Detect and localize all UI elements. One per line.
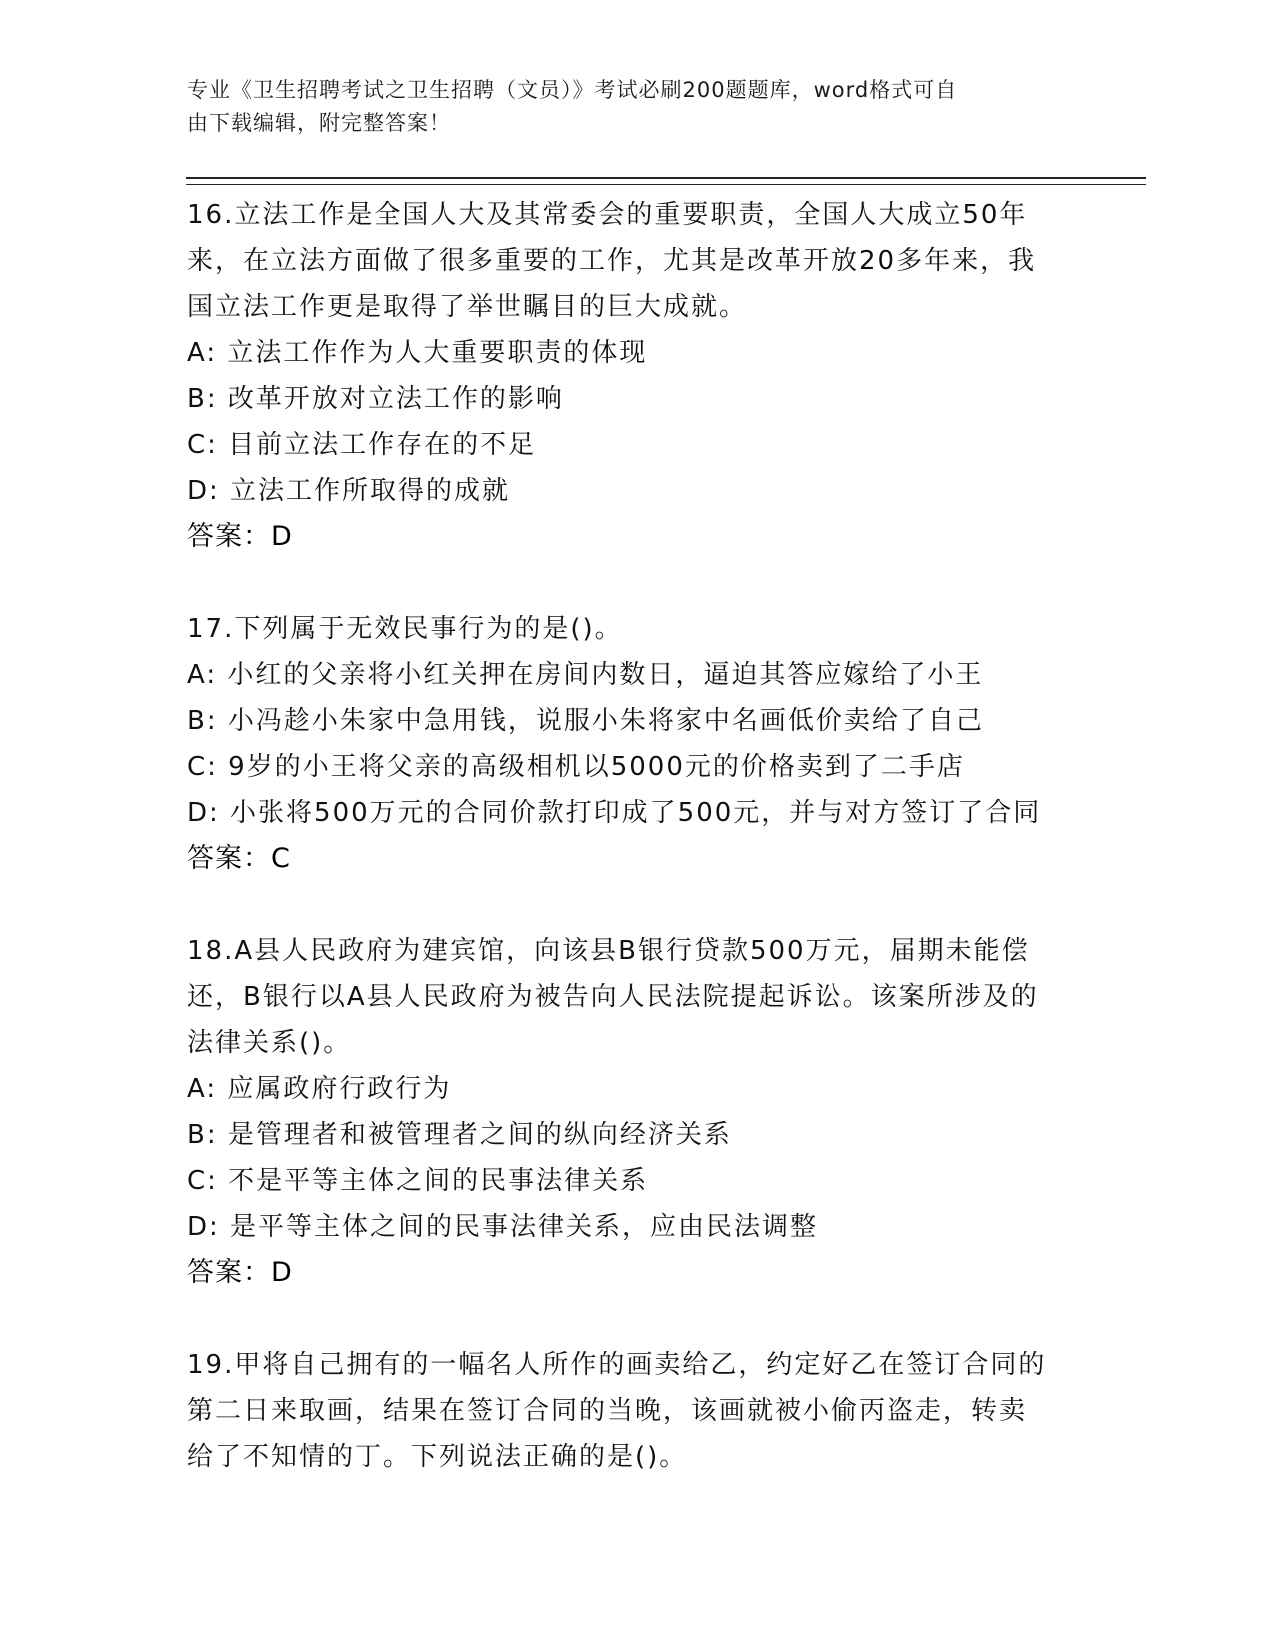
question-stem-line: 法律关系()。 — [187, 1028, 352, 1058]
question-stem-line: 16.立法工作是全国人大及其常委会的重要职责，全国人大成立50年 — [187, 200, 1028, 230]
question-16 — [187, 192, 1087, 560]
option-d: D: 小张将500万元的合同价款打印成了500元，并与对方签订了合同 — [187, 798, 1042, 828]
header-divider-thick — [186, 177, 1146, 179]
answer: 答案：D — [187, 1257, 293, 1288]
question-18 — [187, 928, 1087, 1296]
answer: 答案：D — [187, 521, 293, 552]
option-c: C: 9岁的小王将父亲的高级相机以5000元的价格卖到了二手店 — [187, 752, 965, 782]
option-c: C: 不是平等主体之间的民事法律关系 — [187, 1166, 649, 1196]
option-b: B: 是管理者和被管理者之间的纵向经济关系 — [187, 1120, 732, 1150]
question-stem-line: 给了不知情的丁。下列说法正确的是()。 — [187, 1442, 688, 1472]
option-d: D: 是平等主体之间的民事法律关系，应由民法调整 — [187, 1212, 819, 1242]
document-header — [187, 74, 1087, 140]
option-a: A: 立法工作作为人大重要职责的体现 — [187, 338, 648, 368]
header-line-2: 由下载编辑，附完整答案！ — [187, 111, 451, 135]
question-stem-line: 第二日来取画，结果在签订合同的当晚，该画就被小偷丙盗走，转卖 — [187, 1396, 1028, 1426]
option-a: A: 小红的父亲将小红关押在房间内数日，逼迫其答应嫁给了小王 — [187, 660, 984, 690]
question-spacer — [187, 882, 1087, 928]
question-17 — [187, 606, 1087, 882]
option-b: B: 小冯趁小朱家中急用钱，说服小朱将家中名画低价卖给了自己 — [187, 706, 984, 736]
question-stem-line: 18.A县人民政府为建宾馆，向该县B银行贷款500万元，届期未能偿 — [187, 936, 1030, 966]
question-spacer — [187, 1296, 1087, 1342]
question-19 — [187, 1342, 1087, 1480]
header-divider-thin — [186, 184, 1146, 185]
question-stem-line: 来，在立法方面做了很多重要的工作，尤其是改革开放20多年来，我 — [187, 246, 1037, 276]
answer: 答案：C — [187, 843, 291, 874]
question-stem-line: 17.下列属于无效民事行为的是()。 — [187, 614, 623, 644]
question-spacer — [187, 560, 1087, 606]
header-line-1: 专业《卫生招聘考试之卫生招聘（文员）》考试必刷200题题库，word格式可自 — [187, 78, 958, 102]
option-b: B: 改革开放对立法工作的影响 — [187, 384, 564, 414]
question-list — [187, 192, 1087, 1480]
option-d: D: 立法工作所取得的成就 — [187, 476, 511, 506]
question-stem-line: 19.甲将自己拥有的一幅名人所作的画卖给乙，约定好乙在签订合同的 — [187, 1350, 1047, 1380]
question-stem-line: 还，B银行以A县人民政府为被告向人民法院提起诉讼。该案所涉及的 — [187, 982, 1039, 1012]
question-stem-line: 国立法工作更是取得了举世瞩目的巨大成就。 — [187, 292, 748, 322]
option-c: C: 目前立法工作存在的不足 — [187, 430, 537, 460]
option-a: A: 应属政府行政行为 — [187, 1074, 452, 1104]
